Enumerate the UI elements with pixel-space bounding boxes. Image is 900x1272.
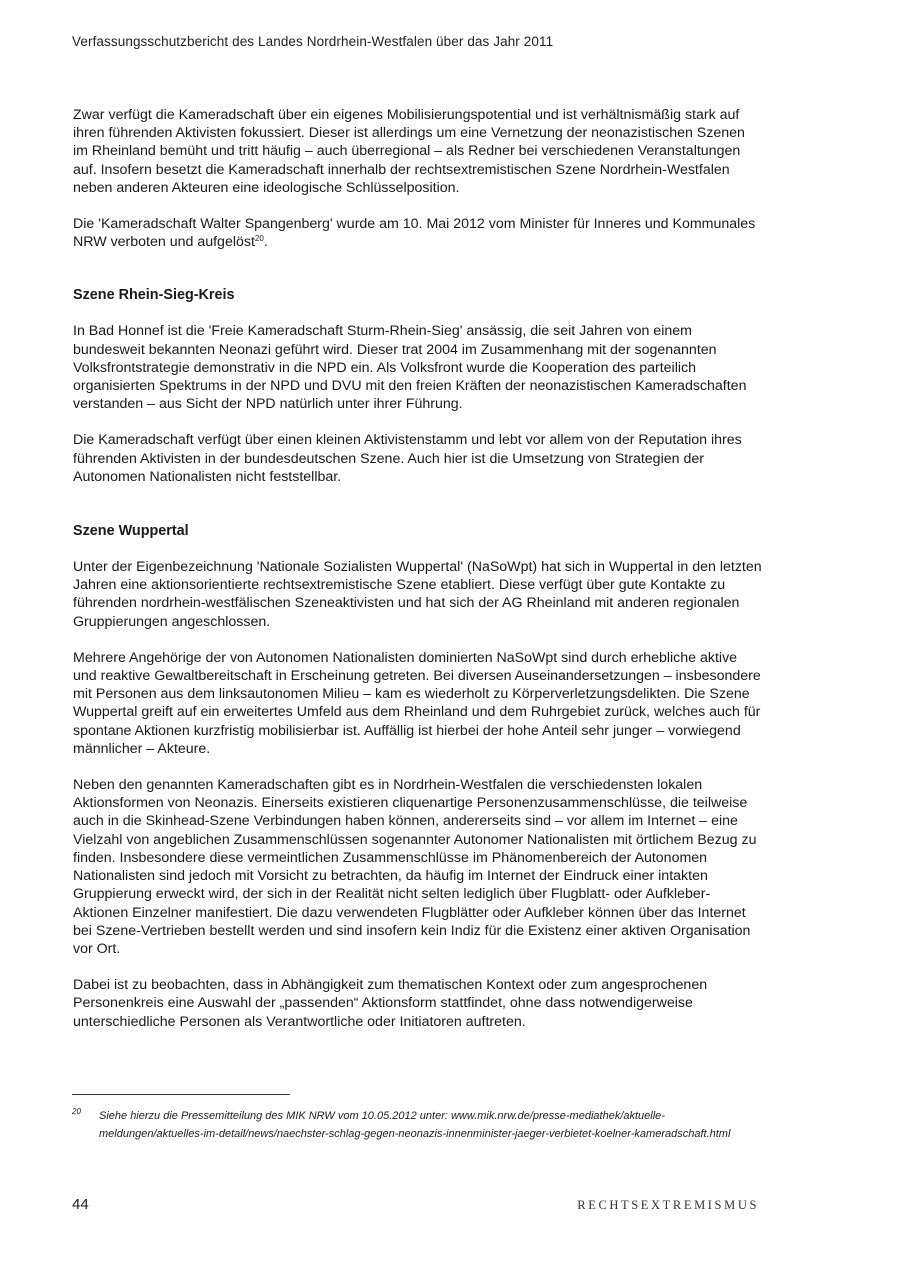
footnote-divider <box>72 1094 290 1095</box>
paragraph: Unter der Eigenbezeichnung 'Nationale Sozialisten Wuppertal' (NaSoWpt) hat sich in Wuppertal in den letzten Jahren eine aktionsorientierte rechtsextremistische Szene etabliert. Diese verfügt über gute Kontakte zu führenden nordrhein-westfälischen Szeneaktivisten und hat sich der AG Rheinland mit anderen regionalen Gruppierungen angeschlossen. <box>73 559 762 630</box>
running-header: Verfassungsschutzbericht des Landes Nordrhein-Westfalen über das Jahr 2011 <box>72 34 554 49</box>
paragraph-text: Die 'Kameradschaft Walter Spangenberg' wurde am 10. Mai 2012 vom Minister für Inneres und Kommunales NRW verboten und aufgelöst <box>73 216 756 251</box>
footnote-number: 20 <box>72 1107 81 1116</box>
section-heading-wuppertal: Szene Wuppertal <box>73 523 189 540</box>
footnote <box>72 1107 762 1143</box>
paragraph: In Bad Honnef ist die 'Freie Kameradschaft Sturm-Rhein-Sieg' ansässig, die seit Jahren von einem bundesweit bekannten Neonazi geführt wird. Dieser trat 2004 im Zusammenhang mit der sogenannten Volksfrontstrategie demonstrativ in die NPD ein. Als Volksfront wurde die Kooperation des parteilich organisierten Spektrums in der NPD und DVU mit den freien Kräften der neonazistischen Kameradschaften verstanden – aus Sicht der NPD natürlich unter ihrer Führung. <box>73 323 747 413</box>
paragraph: Neben den genannten Kameradschaften gibt es in Nordrhein-Westfalen die verschiedensten lokalen Aktionsformen von Neonazis. Einerseits existieren cliquenartige Personenzusammenschlüsse, die teilweise auch in die Skinhead-Szene Verbindungen haben können, andererseits sind – vor allem im Internet – eine Vielzahl von angeblichen Zusammenschlüssen sogenannter Autonomer Nationalisten mit örtlichem Bezug zu finden. Insbesondere diese vermeintlichen Zusammenschlüsse im Phänomenbereich der Autonomen Nationalisten sind jedoch mit Vorsicht zu betrachten, da häufig im Internet der Eindruck einer intakten Gruppierung erweckt wird, der sich in der Realität nicht selten lediglich über Flugblatt- oder Aufkleber-Aktionen Einzelner manifestiert. Die dazu verwendeten Flugblätter oder Aufkleber können über das Internet bei Szene-Vertrieben bestellt werden und sind insofern kein Indiz für die Existenz einer aktiven Organisation vor Ort. <box>73 777 757 957</box>
paragraph-ban-notice <box>73 215 763 251</box>
main-content <box>73 106 763 1049</box>
paragraph-end: . <box>263 234 268 251</box>
section-heading-rhein-sieg: Szene Rhein-Sieg-Kreis <box>73 287 235 304</box>
paragraph: Zwar verfügt die Kameradschaft über ein eigenes Mobilisierungspotential und ist verhältnismäßig stark auf ihren führenden Aktivisten fokussiert. Dieser ist allerdings um eine Vernetzung der neonazistischen Szenen im Rheinland bemüht und tritt häufig – auch überregional – als Redner bei verschiedenen Veranstaltungen auf. Insofern besetzt die Kameradschaft innerhalb der rechtsextremistischen Szene Nordrhein-Westfalen neben anderen Akteuren eine ideologische Schlüsselposition. <box>73 107 745 196</box>
paragraph: Die Kameradschaft verfügt über einen kleinen Aktivistenstamm und lebt vor allem von der Reputation ihres führenden Aktivisten in der bundesdeutschen Szene. Auch hier ist die Umsetzung von Strategien der Autonomen Nationalisten nicht feststellbar. <box>73 432 742 485</box>
paragraph: Dabei ist zu beobachten, dass in Abhängigkeit zum thematischen Kontext oder zum angesprochenen Personenkreis eine Auswahl der „passenden“ Aktionsform stattfindet, ohne dass notwendigerweise unterschiedliche Personen als Verantwortliche oder Initiatoren auftreten. <box>73 977 708 1030</box>
paragraph: Mehrere Angehörige der von Autonomen Nationalisten dominierten NaSoWpt sind durch erhebliche aktive und reaktive Gewaltbereitschaft in Erscheinung getreten. Bei diversen Auseinandersetzungen – insbesondere mit Personen aus dem linksautonomen Milieu – kam es wiederholt zu Körperverletzungsdelikten. Die Szene Wuppertal greift auf ein erweitertes Umfeld aus dem Rheinland und dem Ruhrgebiet zurück, welches auch für spontane Aktionen kurzfristig mobilisierbar ist. Auffällig ist hierbei der hohe Anteil sehr junger – vorwiegend männlicher – Akteure. <box>73 649 761 757</box>
page-number: 44 <box>72 1196 89 1213</box>
footnote-reference[interactable]: 20 <box>254 234 264 244</box>
footnote-text: Siehe hierzu die Pressemitteilung des MIK NRW vom 10.05.2012 unter: www.mik.nrw.de/presse-mediathek/aktuelle-meldungen/aktuelles-im-detail/news/naechster-schlag-gegen-neonazis-innenminister-jaeger-verbietet-koelner-kameradschaft.html <box>99 1110 731 1140</box>
section-label: RECHTSEXTREMISMUS <box>577 1198 759 1212</box>
